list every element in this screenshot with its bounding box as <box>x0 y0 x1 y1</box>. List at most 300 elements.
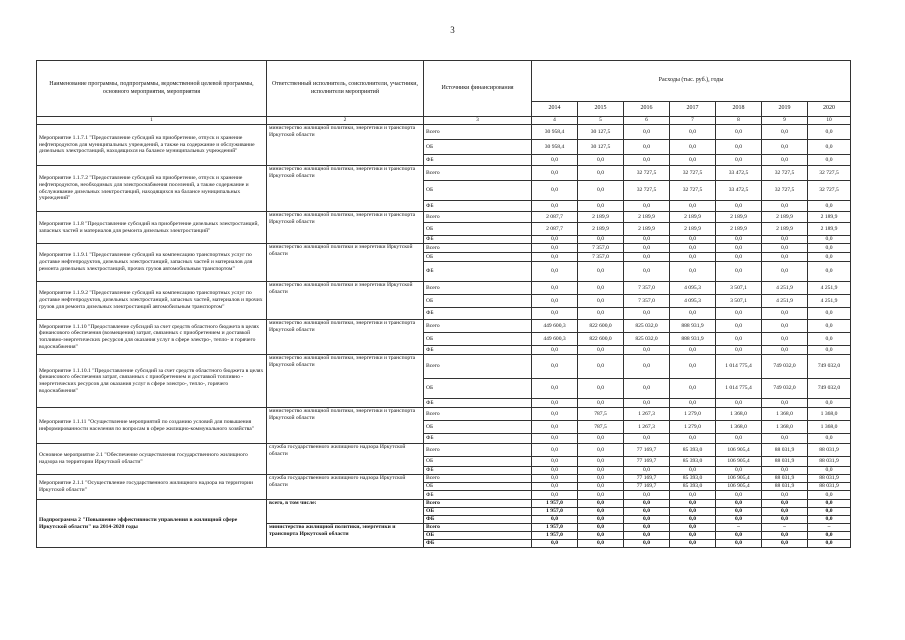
expense-value: – <box>716 524 762 532</box>
expense-value: 2 189,9 <box>670 212 716 223</box>
expense-value: 1 957,0 <box>532 532 578 540</box>
expense-value: 77 169,7 <box>624 475 670 483</box>
expense-value: 1 368,0 <box>762 408 808 421</box>
responsible-executor: всего, в том числе: <box>267 500 424 524</box>
expense-value: 0,0 <box>670 379 716 399</box>
column-number: 4 <box>532 117 578 125</box>
expense-value: 749 032,0 <box>808 379 851 399</box>
table-row <box>37 212 851 223</box>
table-row <box>37 320 851 333</box>
expense-value: 88 031,9 <box>808 444 851 457</box>
expense-value: 0,0 <box>578 355 624 379</box>
expense-value: 0,0 <box>670 516 716 524</box>
expense-value: 0,0 <box>808 140 851 155</box>
expenditure-table <box>36 60 851 548</box>
expense-value: 0,0 <box>532 282 578 295</box>
expense-value: 0,0 <box>716 253 762 262</box>
expense-value: 1 279,0 <box>670 421 716 434</box>
expense-value: 0,0 <box>762 262 808 282</box>
column-number: 6 <box>624 117 670 125</box>
expense-value: 0,0 <box>624 236 670 244</box>
responsible-executor: министерство жилищной политики, энергетики и транспорта Иркутской области <box>267 212 424 244</box>
expense-value: 0,0 <box>670 155 716 166</box>
funding-source: Всего <box>424 444 532 457</box>
expense-value: 0,0 <box>716 262 762 282</box>
expense-value: 0,0 <box>762 201 808 212</box>
expense-value: 0,0 <box>532 253 578 262</box>
funding-source: Всего <box>424 500 532 508</box>
expense-value: 0,0 <box>578 508 624 516</box>
table-row <box>37 282 851 295</box>
expense-value: 0,0 <box>716 236 762 244</box>
header-year: 2020 <box>808 102 851 117</box>
responsible-executor: министерство жилищной политики, энергетики и транспорта Иркутской области <box>267 355 424 408</box>
header-year: 2016 <box>624 102 670 117</box>
column-number: 5 <box>578 117 624 125</box>
funding-source: ОБ <box>424 457 532 467</box>
funding-source: ФБ <box>424 308 532 320</box>
measure-name: Мероприятие 1.1.7.2 "Предоставление субсидий на приобретение, отпуск и хранение нефтепродуктов, необходимых для электроснабжения поселений, а также содержание и обслуживание дизельных электростанций, находящихся на балансе муниципальных учреждений" <box>37 166 267 212</box>
funding-source: Всего <box>424 408 532 421</box>
expense-value: 106 905,4 <box>716 457 762 467</box>
expense-value: 0,0 <box>532 355 578 379</box>
measure-name: Основное мероприятие 2.1 "Обеспечение осуществления государственного жилищного надзора на территории Иркутской области" <box>37 444 267 475</box>
header-year: 2017 <box>670 102 716 117</box>
expense-value: 0,0 <box>762 532 808 540</box>
expense-value: 0,0 <box>578 181 624 201</box>
expense-value: 0,0 <box>670 253 716 262</box>
expense-value: 2 189,9 <box>624 212 670 223</box>
expense-value: 0,0 <box>762 253 808 262</box>
expense-value: 4 251,9 <box>762 295 808 308</box>
expense-value: 0,0 <box>808 508 851 516</box>
expense-value: 32 727,5 <box>624 166 670 181</box>
expense-value: 88 031,9 <box>808 483 851 491</box>
expense-value: 32 727,5 <box>670 181 716 201</box>
expense-value: 2 189,9 <box>578 212 624 223</box>
funding-source: Всего <box>424 212 532 223</box>
expense-value: 33 472,5 <box>716 181 762 201</box>
expense-value: 0,0 <box>670 262 716 282</box>
funding-source: Всего <box>424 166 532 181</box>
expense-value: 2 087,7 <box>532 212 578 223</box>
expense-value: 0,0 <box>670 140 716 155</box>
expense-value: 0,0 <box>624 308 670 320</box>
page-number: 3 <box>450 25 455 35</box>
table-row <box>37 444 851 457</box>
expense-value: 0,0 <box>532 467 578 475</box>
expense-value: 449 600,3 <box>532 320 578 333</box>
expense-value: 0,0 <box>808 500 851 508</box>
expense-value: 0,0 <box>624 491 670 500</box>
expense-value: 0,0 <box>716 491 762 500</box>
expense-value: 2 087,7 <box>532 223 578 236</box>
expense-value: 0,0 <box>808 491 851 500</box>
expense-value: 0,0 <box>716 333 762 346</box>
expense-value: 4 251,9 <box>808 295 851 308</box>
expense-value: 0,0 <box>532 399 578 408</box>
header-responsible: Ответственный исполнитель, соисполнители, участники, исполнители мероприятий <box>267 61 424 117</box>
funding-source: Всего <box>424 355 532 379</box>
funding-source: Всего <box>424 320 532 333</box>
expense-value: 3 507,1 <box>716 282 762 295</box>
expense-value: 1 368,0 <box>762 421 808 434</box>
expense-value: 0,0 <box>762 500 808 508</box>
expense-value: 0,0 <box>670 434 716 444</box>
expense-value: 0,0 <box>762 467 808 475</box>
expense-value: 0,0 <box>716 532 762 540</box>
expense-value: 0,0 <box>624 244 670 253</box>
expense-value: 0,0 <box>670 508 716 516</box>
expense-value: 0,0 <box>762 508 808 516</box>
column-number: 10 <box>808 117 851 125</box>
expense-value: 7 357,0 <box>624 295 670 308</box>
column-number: 8 <box>716 117 762 125</box>
expense-value: 0,0 <box>624 379 670 399</box>
expense-value: 0,0 <box>532 457 578 467</box>
expense-value: 0,0 <box>578 467 624 475</box>
expense-value: 0,0 <box>624 399 670 408</box>
funding-source: ОБ <box>424 508 532 516</box>
expense-value: 0,0 <box>624 500 670 508</box>
funding-source: Всего <box>424 244 532 253</box>
expense-value: 0,0 <box>532 475 578 483</box>
expense-value: 0,0 <box>624 508 670 516</box>
expense-value: 4 251,9 <box>808 282 851 295</box>
funding-source: ОБ <box>424 333 532 346</box>
expense-value: 0,0 <box>670 399 716 408</box>
header-name: Наименование программы, подпрограммы, ведомственной целевой программы, основного мероприятия, мероприятия <box>37 61 267 117</box>
expense-value: 0,0 <box>578 500 624 508</box>
expense-value: 32 727,5 <box>624 181 670 201</box>
expense-value: 0,0 <box>716 346 762 355</box>
expense-value: 0,0 <box>624 355 670 379</box>
expense-value: 0,0 <box>716 155 762 166</box>
expense-value: 449 600,3 <box>532 333 578 346</box>
expense-value: 0,0 <box>808 244 851 253</box>
funding-source: ОБ <box>424 421 532 434</box>
expense-value: 0,0 <box>762 244 808 253</box>
expense-value: 0,0 <box>532 421 578 434</box>
measure-name: Мероприятие 1.1.9.1 "Предоставление субсидий на компенсацию транспортных услуг по доставке нефтепродуктов, дизельных электростанций, запасных частей и материалов для ремонта дизельных электростанций, прочих грузов автомобильным транспортом" <box>37 244 267 282</box>
expense-value: 77 169,7 <box>624 483 670 491</box>
expense-value: 0,0 <box>762 125 808 140</box>
expense-value: 33 472,5 <box>716 166 762 181</box>
expense-value: 30 958,4 <box>532 140 578 155</box>
expense-value: 1 368,0 <box>716 421 762 434</box>
funding-source: ФБ <box>424 491 532 500</box>
expense-value: 2 189,9 <box>716 212 762 223</box>
expense-value: 85 393,0 <box>670 457 716 467</box>
expense-value: 0,0 <box>624 346 670 355</box>
expense-value: 85 393,0 <box>670 483 716 491</box>
funding-source: ОБ <box>424 295 532 308</box>
expense-value: 0,0 <box>808 434 851 444</box>
header-year: 2014 <box>532 102 578 117</box>
expense-value: 0,0 <box>808 236 851 244</box>
expense-value: 0,0 <box>716 467 762 475</box>
expense-value: 0,0 <box>578 516 624 524</box>
expense-value: 0,0 <box>808 155 851 166</box>
funding-source: ФБ <box>424 201 532 212</box>
expense-value: 0,0 <box>716 508 762 516</box>
expense-value: 2 189,9 <box>578 223 624 236</box>
expense-value: 0,0 <box>578 491 624 500</box>
expense-value: 4 095,3 <box>670 295 716 308</box>
funding-source: Всего <box>424 475 532 483</box>
expense-value: 0,0 <box>532 379 578 399</box>
expense-value: 0,0 <box>624 434 670 444</box>
funding-source: ФБ <box>424 540 532 548</box>
expense-value: 0,0 <box>670 540 716 548</box>
responsible-executor: министерство жилищной политики, энергетики и транспорта Иркутской области <box>267 524 424 548</box>
expense-value: 0,0 <box>716 399 762 408</box>
measure-name: Мероприятие 1.1.9.2 "Предоставление субсидий на компенсацию транспортных услуг по доставке нефтепродуктов, дизельных электростанций, запасных частей, материалов и прочих грузов для ремонта дизельных электростанций автомобильным транспортом" <box>37 282 267 320</box>
expense-value: 2 189,9 <box>762 223 808 236</box>
expense-value: 0,0 <box>670 244 716 253</box>
expense-value: 0,0 <box>762 434 808 444</box>
funding-source: Всего <box>424 125 532 140</box>
expense-value: 0,0 <box>624 540 670 548</box>
expense-value: 0,0 <box>716 125 762 140</box>
expense-value: 787,5 <box>578 421 624 434</box>
expense-value: 0,0 <box>578 483 624 491</box>
expense-value: 0,0 <box>532 444 578 457</box>
expense-value: 106 905,4 <box>716 444 762 457</box>
expense-value: 1 368,0 <box>808 408 851 421</box>
expense-value: 0,0 <box>532 540 578 548</box>
expense-value: 30 127,5 <box>578 125 624 140</box>
expense-value: 0,0 <box>624 155 670 166</box>
table-row <box>37 475 851 483</box>
expense-value: 0,0 <box>578 346 624 355</box>
expense-value: 0,0 <box>670 308 716 320</box>
expense-value: 0,0 <box>808 333 851 346</box>
expense-value: 0,0 <box>670 201 716 212</box>
expense-value: 2 189,9 <box>670 223 716 236</box>
table-body <box>37 125 851 548</box>
expense-value: 0,0 <box>808 399 851 408</box>
expense-value: 106 905,4 <box>716 483 762 491</box>
expense-value: 88 031,9 <box>808 475 851 483</box>
expense-value: 88 031,9 <box>762 483 808 491</box>
expense-value: 0,0 <box>808 125 851 140</box>
expense-value: 106 905,4 <box>716 475 762 483</box>
responsible-executor: министерство жилищной политики, энергетики и транспорта Иркутской области <box>267 408 424 444</box>
expense-value: 88 031,9 <box>762 475 808 483</box>
expense-value: 0,0 <box>532 181 578 201</box>
expense-value: 0,0 <box>624 532 670 540</box>
expense-value: 0,0 <box>532 201 578 212</box>
funding-source: ОБ <box>424 181 532 201</box>
expense-value: 0,0 <box>716 201 762 212</box>
expense-value: 4 095,3 <box>670 282 716 295</box>
expense-value: 88 031,9 <box>808 457 851 467</box>
funding-source: ФБ <box>424 346 532 355</box>
expense-value: 1 014 775,4 <box>716 355 762 379</box>
expense-value: 7 357,0 <box>578 244 624 253</box>
expense-value: 0,0 <box>578 524 624 532</box>
expense-value: 0,0 <box>670 236 716 244</box>
expense-value: 0,0 <box>716 308 762 320</box>
expense-value: 0,0 <box>808 467 851 475</box>
funding-source: ФБ <box>424 155 532 166</box>
expense-value: 0,0 <box>532 434 578 444</box>
expense-value: 0,0 <box>578 444 624 457</box>
column-number: 1 <box>37 117 267 125</box>
expense-value: 2 189,9 <box>716 223 762 236</box>
expense-value: 0,0 <box>762 516 808 524</box>
expense-value: 0,0 <box>670 346 716 355</box>
expense-value: 825 032,0 <box>624 333 670 346</box>
expense-value: 888 931,9 <box>670 320 716 333</box>
expense-value: 0,0 <box>624 524 670 532</box>
header-source: Источники финансирования <box>424 61 532 117</box>
expense-value: 0,0 <box>578 308 624 320</box>
expense-value: 0,0 <box>762 333 808 346</box>
expense-value: 1 957,0 <box>532 508 578 516</box>
funding-source: ФБ <box>424 399 532 408</box>
responsible-executor: министерство жилищной политики, энергетики и транспорта Иркутской области <box>267 125 424 166</box>
expense-value: 0,0 <box>532 295 578 308</box>
expense-value: 0,0 <box>762 399 808 408</box>
expense-value: 0,0 <box>532 236 578 244</box>
measure-name: Подпрограмма 2 "Повышение эффективности управления в жилищной сфере Иркутской области" на 2014-2020 годы <box>37 500 267 548</box>
expense-value: 0,0 <box>624 125 670 140</box>
expense-value: 0,0 <box>762 540 808 548</box>
column-number: 7 <box>670 117 716 125</box>
expense-value: 0,0 <box>716 244 762 253</box>
expense-value: 7 357,0 <box>578 253 624 262</box>
expense-value: 1 267,3 <box>624 408 670 421</box>
expense-value: 1 267,3 <box>624 421 670 434</box>
expense-value: 0,0 <box>624 201 670 212</box>
funding-source: ФБ <box>424 236 532 244</box>
expense-value: 0,0 <box>762 236 808 244</box>
funding-source: Всего <box>424 524 532 532</box>
expense-value: 0,0 <box>578 457 624 467</box>
table-row <box>37 244 851 253</box>
expense-value: 2 189,9 <box>624 223 670 236</box>
measure-name: Мероприятие 1.1.10.1 "Предоставление субсидий за счет средств областного бюджета в целях финансового обеспечения затрат, связанных с приобретением и доставкой топливно - энергетических ресурсов для оказания услуг в сфере электро-, тепло-, горячего водоснабжения" <box>37 355 267 408</box>
funding-source: ОБ <box>424 483 532 491</box>
expense-value: 0,0 <box>808 201 851 212</box>
funding-source: ОБ <box>424 253 532 262</box>
expense-value: 825 032,0 <box>624 320 670 333</box>
expense-value: 32 727,5 <box>670 166 716 181</box>
expense-value: 30 958,4 <box>532 125 578 140</box>
expense-value: 0,0 <box>808 540 851 548</box>
funding-source: ФБ <box>424 516 532 524</box>
expense-value: 0,0 <box>762 320 808 333</box>
expense-value: 0,0 <box>578 540 624 548</box>
expense-value: 32 727,5 <box>762 181 808 201</box>
expense-value: 85 393,0 <box>670 475 716 483</box>
expense-value: 1 279,0 <box>670 408 716 421</box>
expense-value: 0,0 <box>578 434 624 444</box>
expense-value: – <box>762 524 808 532</box>
funding-source: ФБ <box>424 434 532 444</box>
expense-value: 888 931,9 <box>670 333 716 346</box>
expense-value: 32 727,5 <box>808 166 851 181</box>
expense-value: 0,0 <box>624 467 670 475</box>
expense-value: 0,0 <box>532 166 578 181</box>
expense-value: 0,0 <box>762 140 808 155</box>
table-row <box>37 166 851 181</box>
header-year: 2019 <box>762 102 808 117</box>
funding-source: ОБ <box>424 532 532 540</box>
expense-value: 0,0 <box>808 532 851 540</box>
expense-value: 0,0 <box>762 308 808 320</box>
expense-value: 0,0 <box>578 475 624 483</box>
header-expenses: Расходы (тыс. руб.), годы <box>532 61 851 102</box>
expense-value: 0,0 <box>670 355 716 379</box>
column-number: 2 <box>267 117 424 125</box>
expense-value: 30 127,5 <box>578 140 624 155</box>
expense-value: 0,0 <box>808 308 851 320</box>
expense-value: 0,0 <box>578 379 624 399</box>
expense-value: 0,0 <box>670 500 716 508</box>
expense-value: 0,0 <box>716 140 762 155</box>
expense-value: 0,0 <box>578 155 624 166</box>
expense-value: 0,0 <box>532 155 578 166</box>
column-number: 3 <box>424 117 532 125</box>
expense-value: 3 507,1 <box>716 295 762 308</box>
responsible-executor: министерство жилищной политики и энергетики Иркутской области <box>267 282 424 320</box>
expense-value: 0,0 <box>716 500 762 508</box>
responsible-executor: министерство жилищной политики и энергетики Иркутской области <box>267 244 424 282</box>
table-row <box>37 408 851 421</box>
measure-name: Мероприятие 1.1.8 "Предоставление субсидий на приобретение дизельных электростанций, запасных частей и материалов для ремонта дизельных электростанций" <box>37 212 267 244</box>
expense-value: 0,0 <box>578 282 624 295</box>
expense-value: 0,0 <box>670 524 716 532</box>
column-number: 9 <box>762 117 808 125</box>
expense-value: 0,0 <box>532 346 578 355</box>
funding-source: ОБ <box>424 140 532 155</box>
expense-value: 0,0 <box>624 253 670 262</box>
measure-name: Мероприятие 1.1.10 "Предоставление субсидий за счет средств областного бюджета в целях финансового обеспечения (возмещения) затрат, связанных с приобретением и доставкой топливно-энергетических ресурсов для оказания услуг в сфере электро-, тепло- и горячего водоснабжения" <box>37 320 267 355</box>
header-year: 2015 <box>578 102 624 117</box>
table-row <box>37 125 851 140</box>
expense-value: 822 600,0 <box>578 320 624 333</box>
expense-value: 0,0 <box>532 516 578 524</box>
expense-value: 88 031,9 <box>762 457 808 467</box>
expense-value: 7 357,0 <box>624 282 670 295</box>
expense-value: 0,0 <box>578 236 624 244</box>
expense-value: 2 189,9 <box>762 212 808 223</box>
expense-value: 0,0 <box>532 483 578 491</box>
expense-value: 0,0 <box>532 244 578 253</box>
funding-source: ОБ <box>424 223 532 236</box>
expense-value: 749 032,0 <box>762 379 808 399</box>
expense-value: 88 031,9 <box>762 444 808 457</box>
expense-value: 0,0 <box>532 491 578 500</box>
expense-value: 0,0 <box>808 346 851 355</box>
expense-value: 0,0 <box>532 408 578 421</box>
expense-value: 0,0 <box>716 434 762 444</box>
expense-value: 0,0 <box>670 532 716 540</box>
expense-value: 822 600,0 <box>578 333 624 346</box>
expense-value: 0,0 <box>624 516 670 524</box>
expense-value: 1 957,0 <box>532 524 578 532</box>
expense-value: 0,0 <box>808 262 851 282</box>
expense-value: 749 032,0 <box>762 355 808 379</box>
table-row <box>37 500 851 508</box>
expense-value: 77 169,7 <box>624 457 670 467</box>
funding-source: ОБ <box>424 379 532 399</box>
expense-value: 0,0 <box>808 320 851 333</box>
expense-value: 1 957,0 <box>532 500 578 508</box>
